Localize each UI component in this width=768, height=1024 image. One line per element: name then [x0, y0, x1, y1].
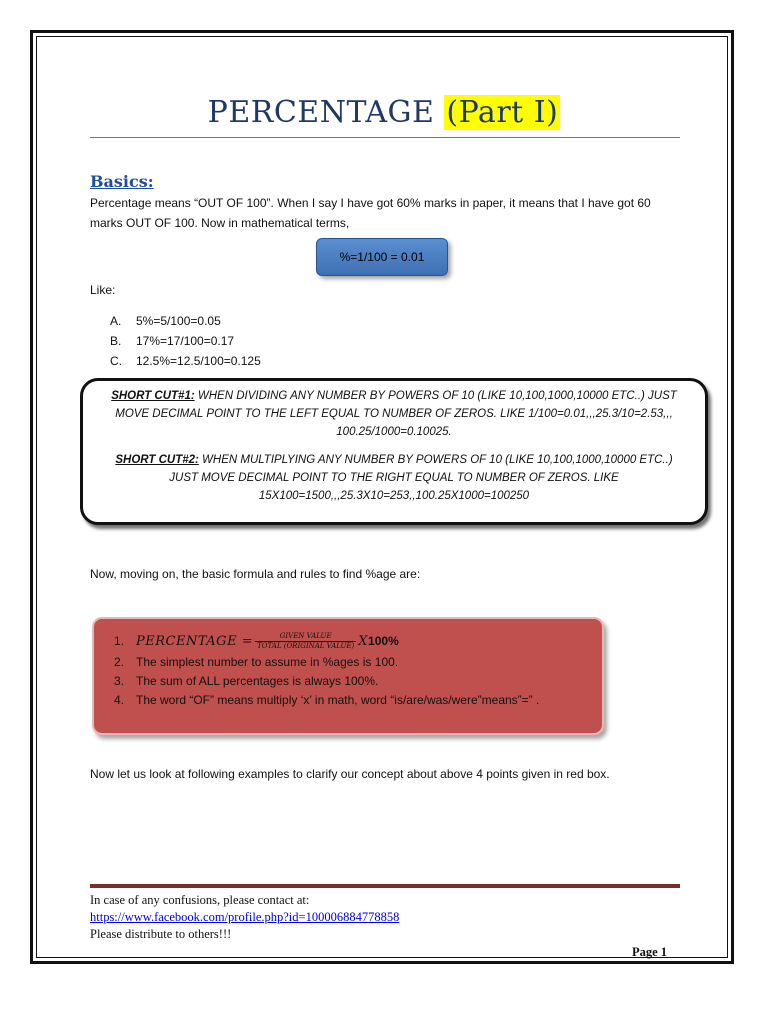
list-item: B. 17%=17/100=0.17 [110, 334, 235, 348]
rule-item: 2. The simplest number to assume in %ages is 100. [114, 655, 399, 669]
list-item: A. 5%=5/100=0.05 [110, 314, 221, 328]
basics-paragraph [90, 193, 690, 233]
examples-list [110, 311, 261, 371]
facebook-profile-link[interactable]: https://www.facebook.com/profile.php?id=100006884778858 [90, 910, 400, 924]
shortcut-1: SHORT CUT#1: WHEN DIVIDING ANY NUMBER BY POWERS OF 10 (LIKE 10,100,1000,10000 ETC..) JUST MOVE DECIMAL POINT TO THE LEFT EQUAL TO NUMBER OF ZEROS. LIKE 1/100=0.01,,,25.3/10=2.53,,, 100.25/1000=0.10025. [111, 390, 677, 438]
rules-red-box [92, 617, 604, 735]
basics-paragraph-line-1: Percentage means “OUT OF 100”. When I say I have got 60% marks in paper, it means that I have got 60 [90, 196, 651, 210]
footer-distribute: Please distribute to others!!! [90, 927, 232, 941]
title-divider [90, 137, 680, 138]
basics-paragraph-line-2: marks OUT OF 100. Now in mathematical terms, [90, 216, 350, 230]
rule-item: 4. The word “OF” means multiply ‘x’ in math, word “is/are/was/were”means”=” . [114, 693, 540, 707]
shortcut-2-label: SHORT CUT#2: [115, 454, 199, 466]
rules-intro: Now, moving on, the basic formula and rules to find %age are: [90, 567, 421, 581]
percent-formula-box: %=1/100 = 0.01 [316, 238, 448, 276]
basics-heading: Basics: [90, 172, 154, 191]
examples-intro: Now let us look at following examples to clarify our concept about above 4 points given in red box. [90, 767, 610, 781]
rule-formula: 1. PERCENTAGE = $\frac{\text{GIVEN VALUE}}{\text{TOTAL (ORIGINAL VALUE)}}$ X100% [114, 632, 399, 651]
footer-contact: In case of any confusions, please contact at: [90, 893, 310, 907]
like-label: Like: [90, 283, 116, 297]
footer-divider [90, 884, 680, 888]
title-main: PERCENTAGE [207, 95, 445, 130]
list-item: C. 12.5%=12.5/100=0.125 [110, 354, 261, 368]
shortcut-2: SHORT CUT#2: WHEN MULTIPLYING ANY NUMBER BY POWERS OF 10 (LIKE 10,100,1000,10000 ETC..) JUST MOVE DECIMAL POINT TO THE RIGHT EQUAL TO NUMBER OF ZEROS. LIKE 15X100=1500,,,25.3X10=253,,100.25X1000=100250 [115, 454, 673, 502]
shortcut-1-label: SHORT CUT#1: [111, 390, 195, 402]
formula-fraction: $\frac{\text{GIVEN VALUE}}{\text{TOTAL (ORIGINAL VALUE)}}$ [257, 632, 355, 651]
page-title [0, 95, 768, 130]
title-highlight: (Part I) [446, 95, 559, 130]
page-number: Page 1 [632, 945, 668, 959]
shortcut-box [80, 378, 708, 525]
rule-item: 3. The sum of ALL percentages is always 100%. [114, 674, 379, 688]
